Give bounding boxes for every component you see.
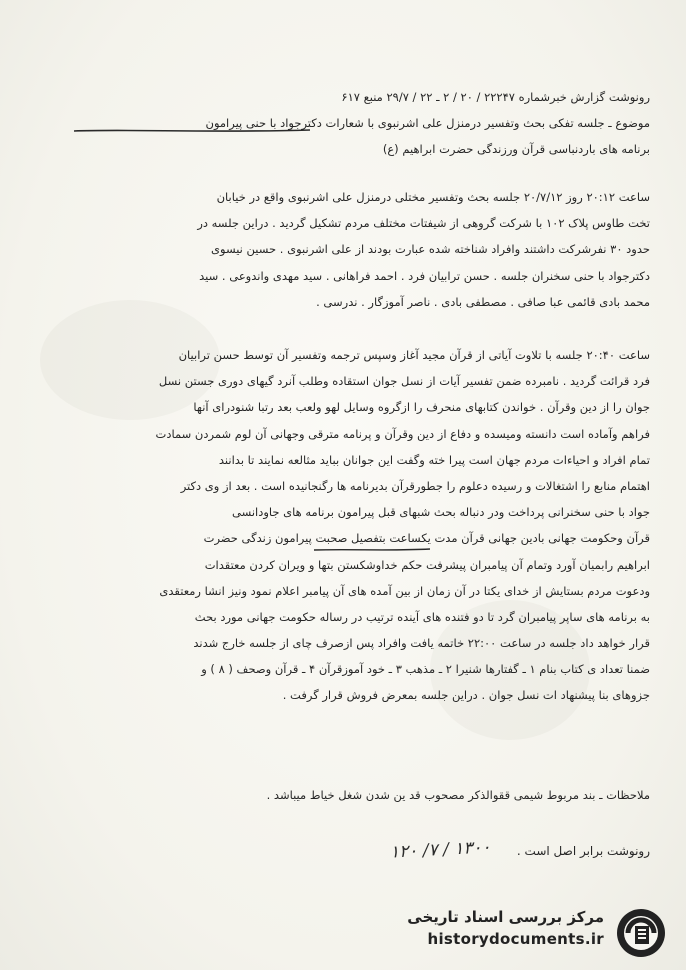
archive-watermark [372,904,672,962]
paragraph-line: به برنامه های ساپر پیامبران گرد تا دو فتنده های آینده ترتیب در رساله حکومت جهانی مورد بحث [194,609,650,624]
name-underline [312,547,432,553]
watermark-title: مرکز بررسی اسناد تاریخی [407,908,604,926]
paragraph-line: تخت طاوس پلاک ۱۰۲ با شرکت گروهی از شیفتات مختلف مردم تشکیل گردید . دراین جلسه در [197,216,650,231]
subject-text: موضوع ـ جلسه تفکی بحث وتفسیر درمنزل علی اشرنبوی با شعارات دکترجواد با حنی پیرامون [205,116,650,130]
paragraph-line: ساعت ۲۰:۴۰ جلسه با تلاوت آیاتی از قرآن مجید آغاز وسپس ترجمه وتفسیر آن توسط حسن ترابیان [178,348,650,362]
paragraph-line: ضمنا تعداد ی کتاب بنام ۱ ـ گفتارها شنیرا ۲ ـ مذهب ۳ ـ خود آموزقرآن ۴ ـ قرآن وصحف ( ۸ ) و [201,662,650,677]
report-paragraph-2 [58,342,650,709]
paragraph-line: دکترجواد با حنی سخنران جلسه . حسن ترابیان فرد . احمد فراهانی . سید مهدی واندوعی . سید [199,268,650,283]
remarks-section [58,782,650,808]
document-header [58,84,650,162]
paragraph-line: حدود ۳۰ نفرشرکت داشتند وافراد شناخته شده عبارت بودند از علی اشرنبوی . حسین نیسوی [211,242,650,257]
watermark-site: historydocuments.ir [427,930,604,948]
remarks-line: ملاحظات ـ بند مربوط شیمی ققوالذکر مصحوب قد ین شدن شغل خیاط میباشد . [266,788,650,802]
subject-underline [72,128,312,134]
paragraph-line: اهتمام منابع را اشتغالات و رسیده دعلوم را جطورقرآن بدیرنامه ها رگنجانیده است . بعد از وی دکتر [180,478,650,493]
copy-note: رونوشت برابر اصل است . [516,844,650,858]
paragraph-line: جوان را از دین وقرآن . خواندن کتابهای منحرف را ازگروه وسایل لهو ولعب بعد رتبا شنودرای آنها [193,400,650,415]
watermark-text [407,906,604,950]
paragraph-line: فراهم وآماده است دانسته ومیسده و دفاع از دین وقرآن و پرنامه مترقی وجهانی آن لوم شمردن سمادت [155,426,650,441]
copy-certification [58,838,650,864]
paragraph-line: جواد با حنی سخنرانی پرداخت ودر دنباله بحث شبهای قبل پیرامون برنامه های جاودانسی [231,505,650,520]
paragraph-line: محمد بادی قائمی عبا صافی . مصطفی بادی . ناصر آموزگار . ندرسی . [316,294,650,309]
header-line-report-number: رونوشت گزارش خبرشماره ۲۲۲۴۷ / ۲۰ / ۲ ـ ۲۲ / ۲۹/۷ منبع ۶۱۷ [341,90,650,104]
paragraph-line: ساعت ۲۰:۱۲ روز ۲۰/۷/۱۲ جلسه بحث وتفسیر مختلی درمنزل علی اشرنبوی واقع در خیابان [216,190,650,204]
paragraph-line: قرآن وحکومت جهانی بادین جهانی قرآن مدت یکساعت بتفصیل صحبت پیرامون زندگی حضرت [203,531,650,546]
paragraph-line: تمام افراد و احیاءات مردم جهان است پیرا خته وگفت این جوانان بباید مثالعه نمایند تا بدانند [218,452,650,467]
report-paragraph-1 [58,184,650,315]
paragraph-line: ابراهیم رابمیان آورد وتمام آن پیامبران پیشرفت حکم خداوشکستن بتها و ویران کردن معتقدات [204,557,650,572]
handwritten-note: ۱۳۰۰ / ۷/ ۱۲۰ [389,837,492,863]
header-line-subject-cont: برنامه های باردنباسی قرآن ورزندگی حضرت ابراهیم (ع) [382,142,650,156]
paragraph-line: ودعوت مردم بستایش از خدای یکتا در آن زمان از بین آمده های آن پیامبر اعلام نمود ونیز انشا رمعتقدی [159,583,650,598]
paragraph-line: جزوهای بنا پیشنهاد ات نسل جوان . دراین جلسه بمعرض فروش قرار گرفت . [282,688,650,703]
paragraph-line: قرار خواهد داد جلسه در ساعت ۲۲:۰۰ خاتمه یافت وافراد پس ازصرف چای از جلسه خارج شدند [193,636,650,651]
paragraph-line: فرد قرائت گردید . نامبرده ضمن تفسیر آیات از نسل جوان استقاده وطلب آنرد گیهای دوری جستن نسل [158,374,650,389]
archive-logo-icon [614,906,668,960]
